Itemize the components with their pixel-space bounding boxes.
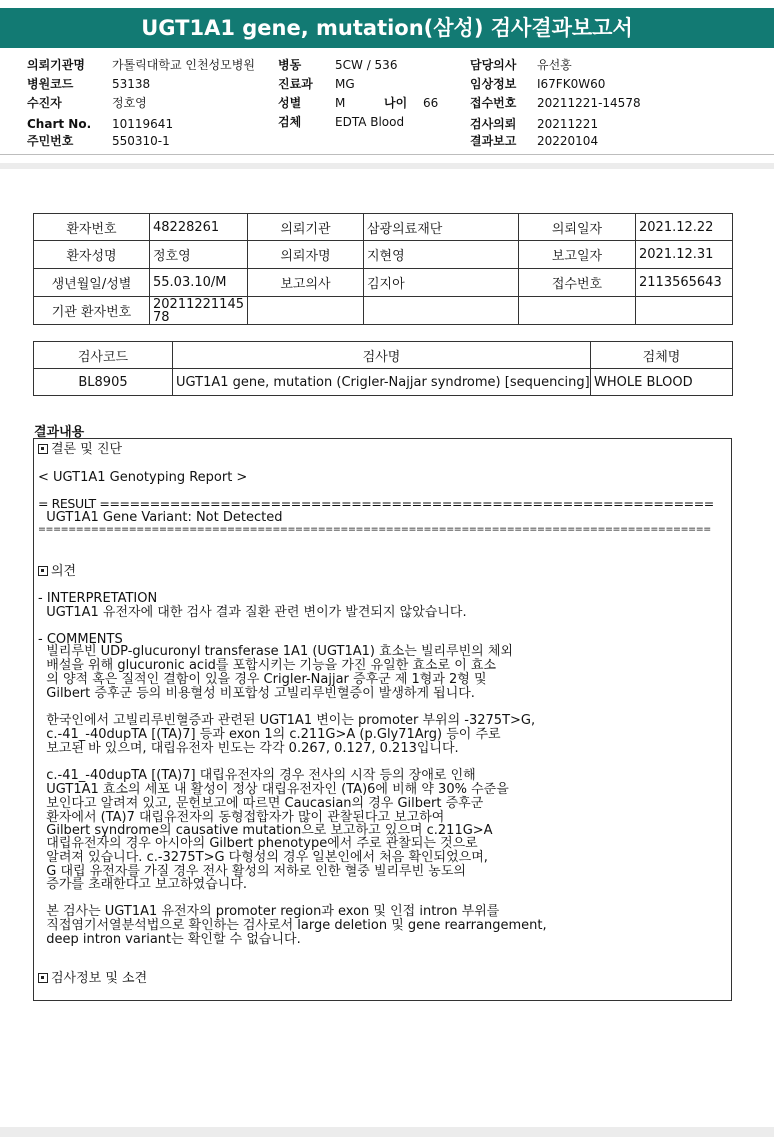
cell-label: 의뢰일자 xyxy=(519,214,636,241)
result-line: 보고된 바 있으며, 대립유전자 빈도는 각각 0.267, 0.127, 0.213입니다. xyxy=(38,741,459,756)
result-line: UGT1A1 유전자에 대한 검사 결과 질환 관련 변이가 발견되지 않았습니다. xyxy=(38,605,467,620)
cell-value: 김지아 xyxy=(364,269,519,297)
specimen-value: EDTA Blood xyxy=(335,115,405,129)
test-info-table xyxy=(33,341,733,396)
opinion-heading xyxy=(38,565,76,579)
result-line: = RESULT ============================================================= xyxy=(38,496,714,511)
result-line: c.-41_-40dupTA [(TA)7] 등과 exon 1의 c.211G>A (p.Gly71Arg) 등이 주로 xyxy=(38,727,501,742)
cell-value-line: 20211221145 xyxy=(153,297,244,312)
report-title-line: < UGT1A1 Genotyping Report > xyxy=(38,470,248,485)
empty-cell xyxy=(248,297,364,325)
cell-value: 48228261 xyxy=(150,214,248,241)
cell-value: 55.03.10/M xyxy=(150,269,248,297)
header-divider xyxy=(0,154,774,155)
receipt-no-value: 20211221-14578 xyxy=(537,96,641,110)
test-code: BL8905 xyxy=(34,369,173,396)
physician-value: 유선홍 xyxy=(537,58,572,72)
header-band xyxy=(0,163,774,169)
patient-value: 정호영 xyxy=(112,96,147,110)
table-row xyxy=(34,241,733,269)
ward-label: 병동 xyxy=(278,58,302,72)
ward-value: 5CW / 536 xyxy=(335,58,398,72)
patient-info-table xyxy=(33,213,733,325)
empty-cell xyxy=(636,297,733,325)
patient-label: 수진자 xyxy=(27,96,62,110)
footer-band xyxy=(0,1127,774,1137)
result-line: UGT1A1 Gene Variant: Not Detected xyxy=(38,510,283,525)
request-date-value: 20211221 xyxy=(537,117,599,131)
result-line: 알려져 있습니다. c.-3275T>G 다형성의 경우 일본인에서 처음 확인되었으며, xyxy=(38,850,488,865)
request-date-label: 검사의뢰 xyxy=(470,117,517,131)
department-label: 진료과 xyxy=(278,77,313,91)
report-date-value: 20220104 xyxy=(537,134,599,148)
square-bullet-icon xyxy=(38,566,48,576)
table-row xyxy=(34,369,733,396)
cell-value: 정호영 xyxy=(150,241,248,269)
hospital-code-label: 병원코드 xyxy=(27,77,74,91)
result-line: G 대립 유전자를 가질 경우 전사 활성의 저하로 인한 혈중 빌리루빈 농도의 xyxy=(38,864,466,879)
result-line: 환자에서 (TA)7 대립유전자의 동형접합자가 많이 관찰된다고 보고하여 xyxy=(38,810,445,825)
square-bullet-icon xyxy=(38,444,48,454)
empty-cell xyxy=(519,297,636,325)
test-info-heading xyxy=(38,972,147,986)
square-bullet-icon xyxy=(38,973,48,983)
physician-label: 담당의사 xyxy=(470,58,517,72)
chart-no-label: Chart No. xyxy=(27,117,92,131)
table-row xyxy=(34,297,733,325)
result-line: UGT1A1 효소의 세포 내 활성이 정상 대립유전자인 (TA)6에 비해 약 30% 수준을 xyxy=(38,782,509,797)
result-line: 본 검사는 UGT1A1 유전자의 promoter region과 exon 및 인접 intron 부위를 xyxy=(38,904,500,919)
result-line: 빌리루빈 UDP-glucuronyl transferase 1A1 (UGT1A1) 효소는 빌리루빈의 체외 xyxy=(38,644,513,659)
report-title: UGT1A1 gene, mutation(삼성) 검사결과보고서 xyxy=(0,8,774,48)
cell-value-line: 78 xyxy=(153,310,170,325)
specimen-label: 검체 xyxy=(278,115,302,129)
result-line: Gilbert 증후군 등의 비용혈성 비포합성 고빌리루빈혈증이 발생하게 됩니다. xyxy=(38,686,475,701)
report-date-label: 결과보고 xyxy=(470,134,517,148)
chart-no-value: 10119641 xyxy=(112,117,174,131)
resident-no-label: 주민번호 xyxy=(27,134,74,148)
result-line: 보인다고 알려져 있고, 문헌보고에 따르면 Caucasian의 경우 Gilbert 증후군 xyxy=(38,796,484,811)
cell-label: 접수번호 xyxy=(519,269,636,297)
ordering-hospital-value: 가톨릭대학교 인천성모병원 xyxy=(112,58,255,72)
column-header: 검사코드 xyxy=(34,342,173,369)
cell-label: 생년월일/성별 xyxy=(34,269,150,297)
result-line: 의 양적 혹은 질적인 결함이 있을 경우 Crigler-Najjar 증후군 제 1형과 2형 및 xyxy=(38,672,487,687)
test-name: UGT1A1 gene, mutation (Crigler-Najjar syndrome) [sequencing] xyxy=(173,369,591,396)
sex-label: 성별 xyxy=(278,96,302,110)
heading-text: 결론 및 진단 xyxy=(51,442,123,457)
cell-label: 환자번호 xyxy=(34,214,150,241)
cell-label: 보고일자 xyxy=(519,241,636,269)
resident-no-value: 550310-1 xyxy=(112,134,170,148)
result-line: 증가를 초래한다고 보고하였습니다. xyxy=(38,877,248,892)
result-line: - COMMENTS xyxy=(38,632,123,647)
cell-value: 2021.12.31 xyxy=(636,241,733,269)
clinical-info-label: 임상정보 xyxy=(470,77,517,91)
result-line: 직접염기서열분석법으로 확인하는 검사로서 large deletion 및 gene rearrangement, xyxy=(38,918,547,933)
column-header: 검사명 xyxy=(173,342,591,369)
age-label: 나이 xyxy=(384,96,408,110)
cell-label: 의뢰기관 xyxy=(248,214,364,241)
table-row xyxy=(34,269,733,297)
cell-value: 지현영 xyxy=(364,241,519,269)
hospital-code-value: 53138 xyxy=(112,77,151,91)
result-line: 한국인에서 고빌리루빈혈증과 관련된 UGT1A1 변이는 promoter 부위의 -3275T>G, xyxy=(38,713,536,728)
result-line: - INTERPRETATION xyxy=(38,591,158,606)
cell-value: 2021.12.22 xyxy=(636,214,733,241)
result-line: 대립유전자의 경우 아시아의 Gilbert phenotype에서 주로 관찰되는 것으로 xyxy=(38,836,478,851)
result-line: Gilbert syndrome의 causative mutation으로 보고하고 있으며 c.211G>A xyxy=(38,823,493,838)
cell-label: 환자성명 xyxy=(34,241,150,269)
age-value: 66 xyxy=(423,96,439,110)
heading-text: 검사정보 및 소견 xyxy=(51,971,148,986)
results-box xyxy=(33,438,732,1001)
department-value: MG xyxy=(335,77,355,91)
cell-value: 2113565643 xyxy=(636,269,733,297)
specimen-name: WHOLE BLOOD xyxy=(591,369,733,396)
table-header-row xyxy=(34,342,733,369)
clinical-info-value: I67FK0W60 xyxy=(537,77,606,91)
cell-label: 기관 환자번호 xyxy=(34,297,150,325)
heading-text: 의견 xyxy=(51,564,77,579)
result-line: 배설을 위해 glucuronic acid를 포합시키는 기능을 가진 유일한 효소로 이 효소 xyxy=(38,658,497,673)
cell-label: 의뢰자명 xyxy=(248,241,364,269)
results-section-title: 결과내용 xyxy=(34,425,85,440)
result-line: deep intron variant는 확인할 수 없습니다. xyxy=(38,932,301,947)
empty-cell xyxy=(364,297,519,325)
result-line: c.-41_-40dupTA [(TA)7] 대립유전자의 경우 전사의 시작 등의 장애로 인해 xyxy=(38,768,476,783)
table-row xyxy=(34,214,733,241)
conclusion-heading xyxy=(38,443,122,457)
cell-label: 보고의사 xyxy=(248,269,364,297)
receipt-no-label: 접수번호 xyxy=(470,96,517,110)
cell-value xyxy=(150,297,248,325)
ordering-hospital-label: 의뢰기관명 xyxy=(27,58,85,72)
column-header: 검체명 xyxy=(591,342,733,369)
cell-value: 삼광의료재단 xyxy=(364,214,519,241)
sex-value: M xyxy=(335,96,346,110)
result-line: ========================================================================================= xyxy=(38,524,711,535)
